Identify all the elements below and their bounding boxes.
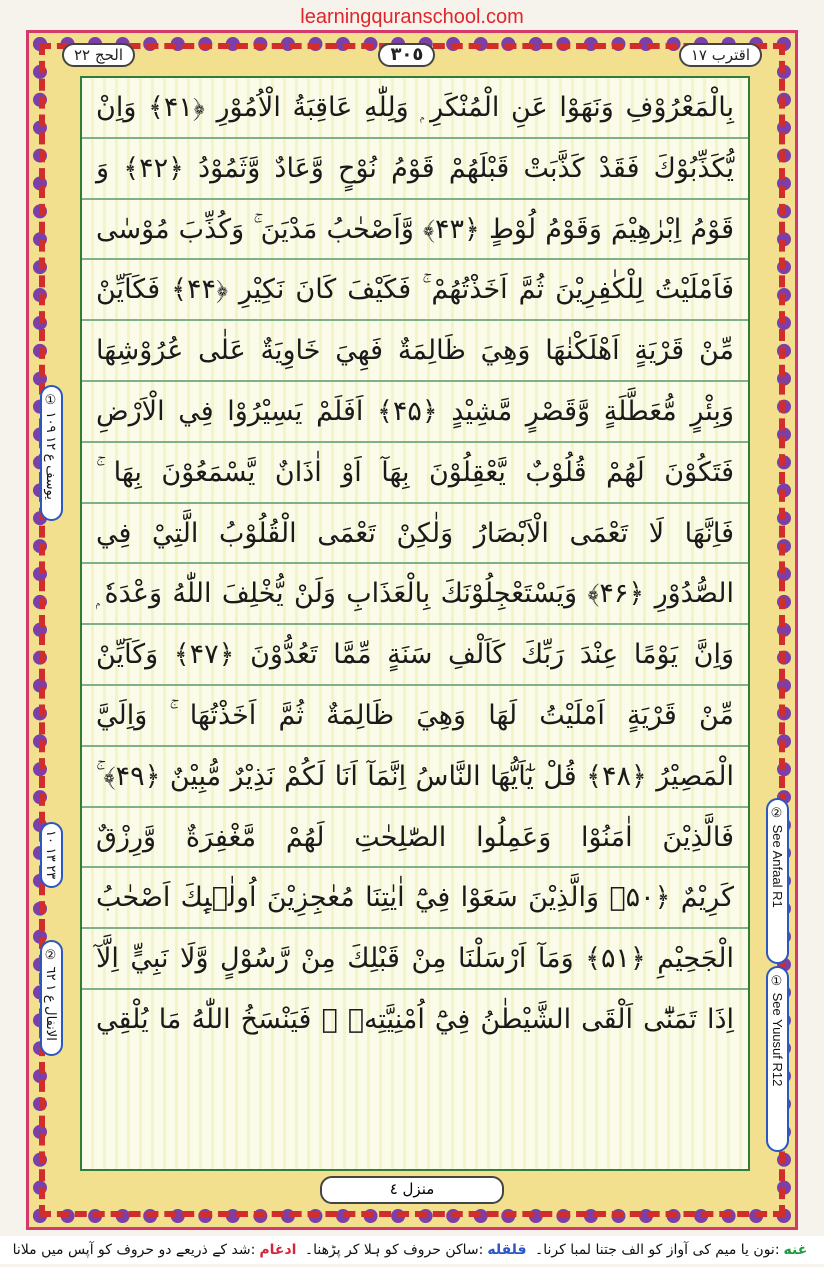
text-line: مِّنْ قَرْيَةٍ اَمْلَيْتُ لَهَا وَهِيَ ظَالِمَةٌ ثُمَّ اَخَذْتُهَا ۚ وَاِلَيَّ bbox=[82, 686, 748, 747]
text-line: قَوْمُ اِبْرٰهِيْمَ وَقَوْمُ لُوْطٍ ﴿۴۳﴾ وَّاَصْحٰبُ مَدْيَنَ ۚ وَكُذِّبَ مُوْسٰى bbox=[82, 200, 748, 261]
text-line: بِالْمَعْرُوْفِ وَنَهَوْا عَنِ الْمُنْكَرِ ۭ وَلِلّٰهِ عَاقِبَةُ الْاُمُوْرِ ﴿۴۱﴾ وَاِنْ bbox=[82, 78, 748, 139]
text-line: الصُّدُوْرِ ﴿۴۶﴾ وَيَسْتَعْجِلُوْنَكَ بِالْعَذَابِ وَلَنْ يُّخْلِفَ اللّٰهُ وَعْدَهٗ ۭ bbox=[82, 564, 748, 625]
text-line: فَالَّذِيْنَ اٰمَنُوْا وَعَمِلُوا الصّٰلِحٰتِ لَهُمْ مَّغْفِرَةٌ وَّرِزْقٌ bbox=[82, 808, 748, 869]
manzil-marker: منزل ٤ bbox=[320, 1176, 504, 1204]
text-line: فَاِنَّهَا لَا تَعْمَى الْاَبْصَارُ وَلٰكِنْ تَعْمَى الْقُلُوْبُ الَّتِيْ فِي bbox=[82, 504, 748, 565]
text-line: اِذَا تَمَنّٰٓى اَلْقَى الشَّيْطٰنُ فِيْٓ اُمْنِيَّتِهٖ ۚ فَيَنْسَخُ اللّٰهُ مَا يُلْقِي bbox=[96, 1003, 734, 1035]
page-header bbox=[62, 42, 762, 68]
text-line: يُّكَذِّبُوْكَ فَقَدْ كَذَّبَتْ قَبْلَهُمْ قَوْمُ نُوْحٍ وَّعَادٌ وَّثَمُوْدُ ﴿۴۲﴾ وَ bbox=[82, 139, 748, 200]
side-note-left-middle: ٢٣ ١٣ ١٠ bbox=[40, 822, 63, 888]
text-line: كَرِيْمٌ ﴿۵۰﴾ وَالَّذِيْنَ سَعَوْا فِيْٓ اٰيٰتِنَا مُعٰجِزِيْنَ اُولٰۗىِٕكَ اَصْحٰبُ bbox=[82, 868, 748, 929]
quran-text-area bbox=[80, 76, 750, 1171]
side-note-right-upper: ② See Anfaal R1 bbox=[766, 798, 789, 964]
ghunna-text: :نون یا میم کی آواز کو الف جتنا لمبا کرنا۔ bbox=[535, 1242, 780, 1258]
text-line: فَتَكُوْنَ لَهُمْ قُلُوْبٌ يَّعْقِلُوْنَ بِهَآ اَوْ اٰذَانٌ يَّسْمَعُوْنَ بِهَا ۚ bbox=[82, 443, 748, 504]
text-line: الْجَحِيْمِ ﴿۵۱﴾ وَمَآ اَرْسَلْنَا مِنْ قَبْلِكَ مِنْ رَّسُوْلٍ وَّلَا نَبِيٍّ اِلَّآ bbox=[82, 929, 748, 990]
text-line: وَبِئْرٍ مُّعَطَّلَةٍ وَّقَصْرٍ مَّشِيْدٍ ﴿۴۵﴾ اَفَلَمْ يَسِيْرُوْا فِي الْاَرْضِ bbox=[82, 382, 748, 443]
side-note-left-bottom: ② الانفال ع ١ ٦٢ bbox=[40, 940, 63, 1056]
site-url[interactable]: learningquranschool.com bbox=[300, 6, 524, 28]
text-line: الْمَصِيْرُ ﴿۴۸﴾ قُلْ يٰٓاَيُّهَا النَّاسُ اِنَّمَآ اَنَا لَكُمْ نَذِيْرٌ مُّبِيْنٌ ﴿۴۹﴾ ۚ bbox=[82, 747, 748, 808]
qalqala-label: قلقله bbox=[487, 1242, 527, 1258]
idgham-text: :شد کے ذریعے دو حروف کو آپس میں ملانا bbox=[12, 1242, 256, 1258]
idgham-label: ادغام bbox=[259, 1242, 297, 1258]
ghunna-label: غنه bbox=[783, 1242, 808, 1258]
text-line: مِّنْ قَرْيَةٍ اَهْلَكْنٰهَا وَهِيَ ظَالِمَةٌ فَهِيَ خَاوِيَةٌ عَلٰى عُرُوْشِهَا bbox=[82, 321, 748, 382]
side-note-right-lower: ① See Yuusuf R12 bbox=[766, 966, 789, 1152]
juz-name: اقترب ١٧ bbox=[679, 43, 762, 67]
qalqala-text: :ساکن حروف کو ہلا کر پڑھنا۔ bbox=[304, 1242, 484, 1258]
tajweed-legend bbox=[0, 1236, 824, 1264]
page-number: ٣٠٥ bbox=[378, 43, 435, 67]
surah-name: الحج ٢٢ bbox=[62, 43, 135, 67]
side-note-left-top: ① يوسف ع ١٢ ١٠٩ bbox=[40, 385, 63, 521]
text-line: وَاِنَّ يَوْمًا عِنْدَ رَبِّكَ كَاَلْفِ سَنَةٍ مِّمَّا تَعُدُّوْنَ ﴿۴۷﴾ وَكَاَيِّنْ bbox=[82, 625, 748, 686]
text-line: فَاَمْلَيْتُ لِلْكٰفِرِيْنَ ثُمَّ اَخَذْتُهُمْ ۚ فَكَيْفَ كَانَ نَكِيْرِ ﴿۴۴﴾ فَكَاَيِّنْ bbox=[82, 260, 748, 321]
